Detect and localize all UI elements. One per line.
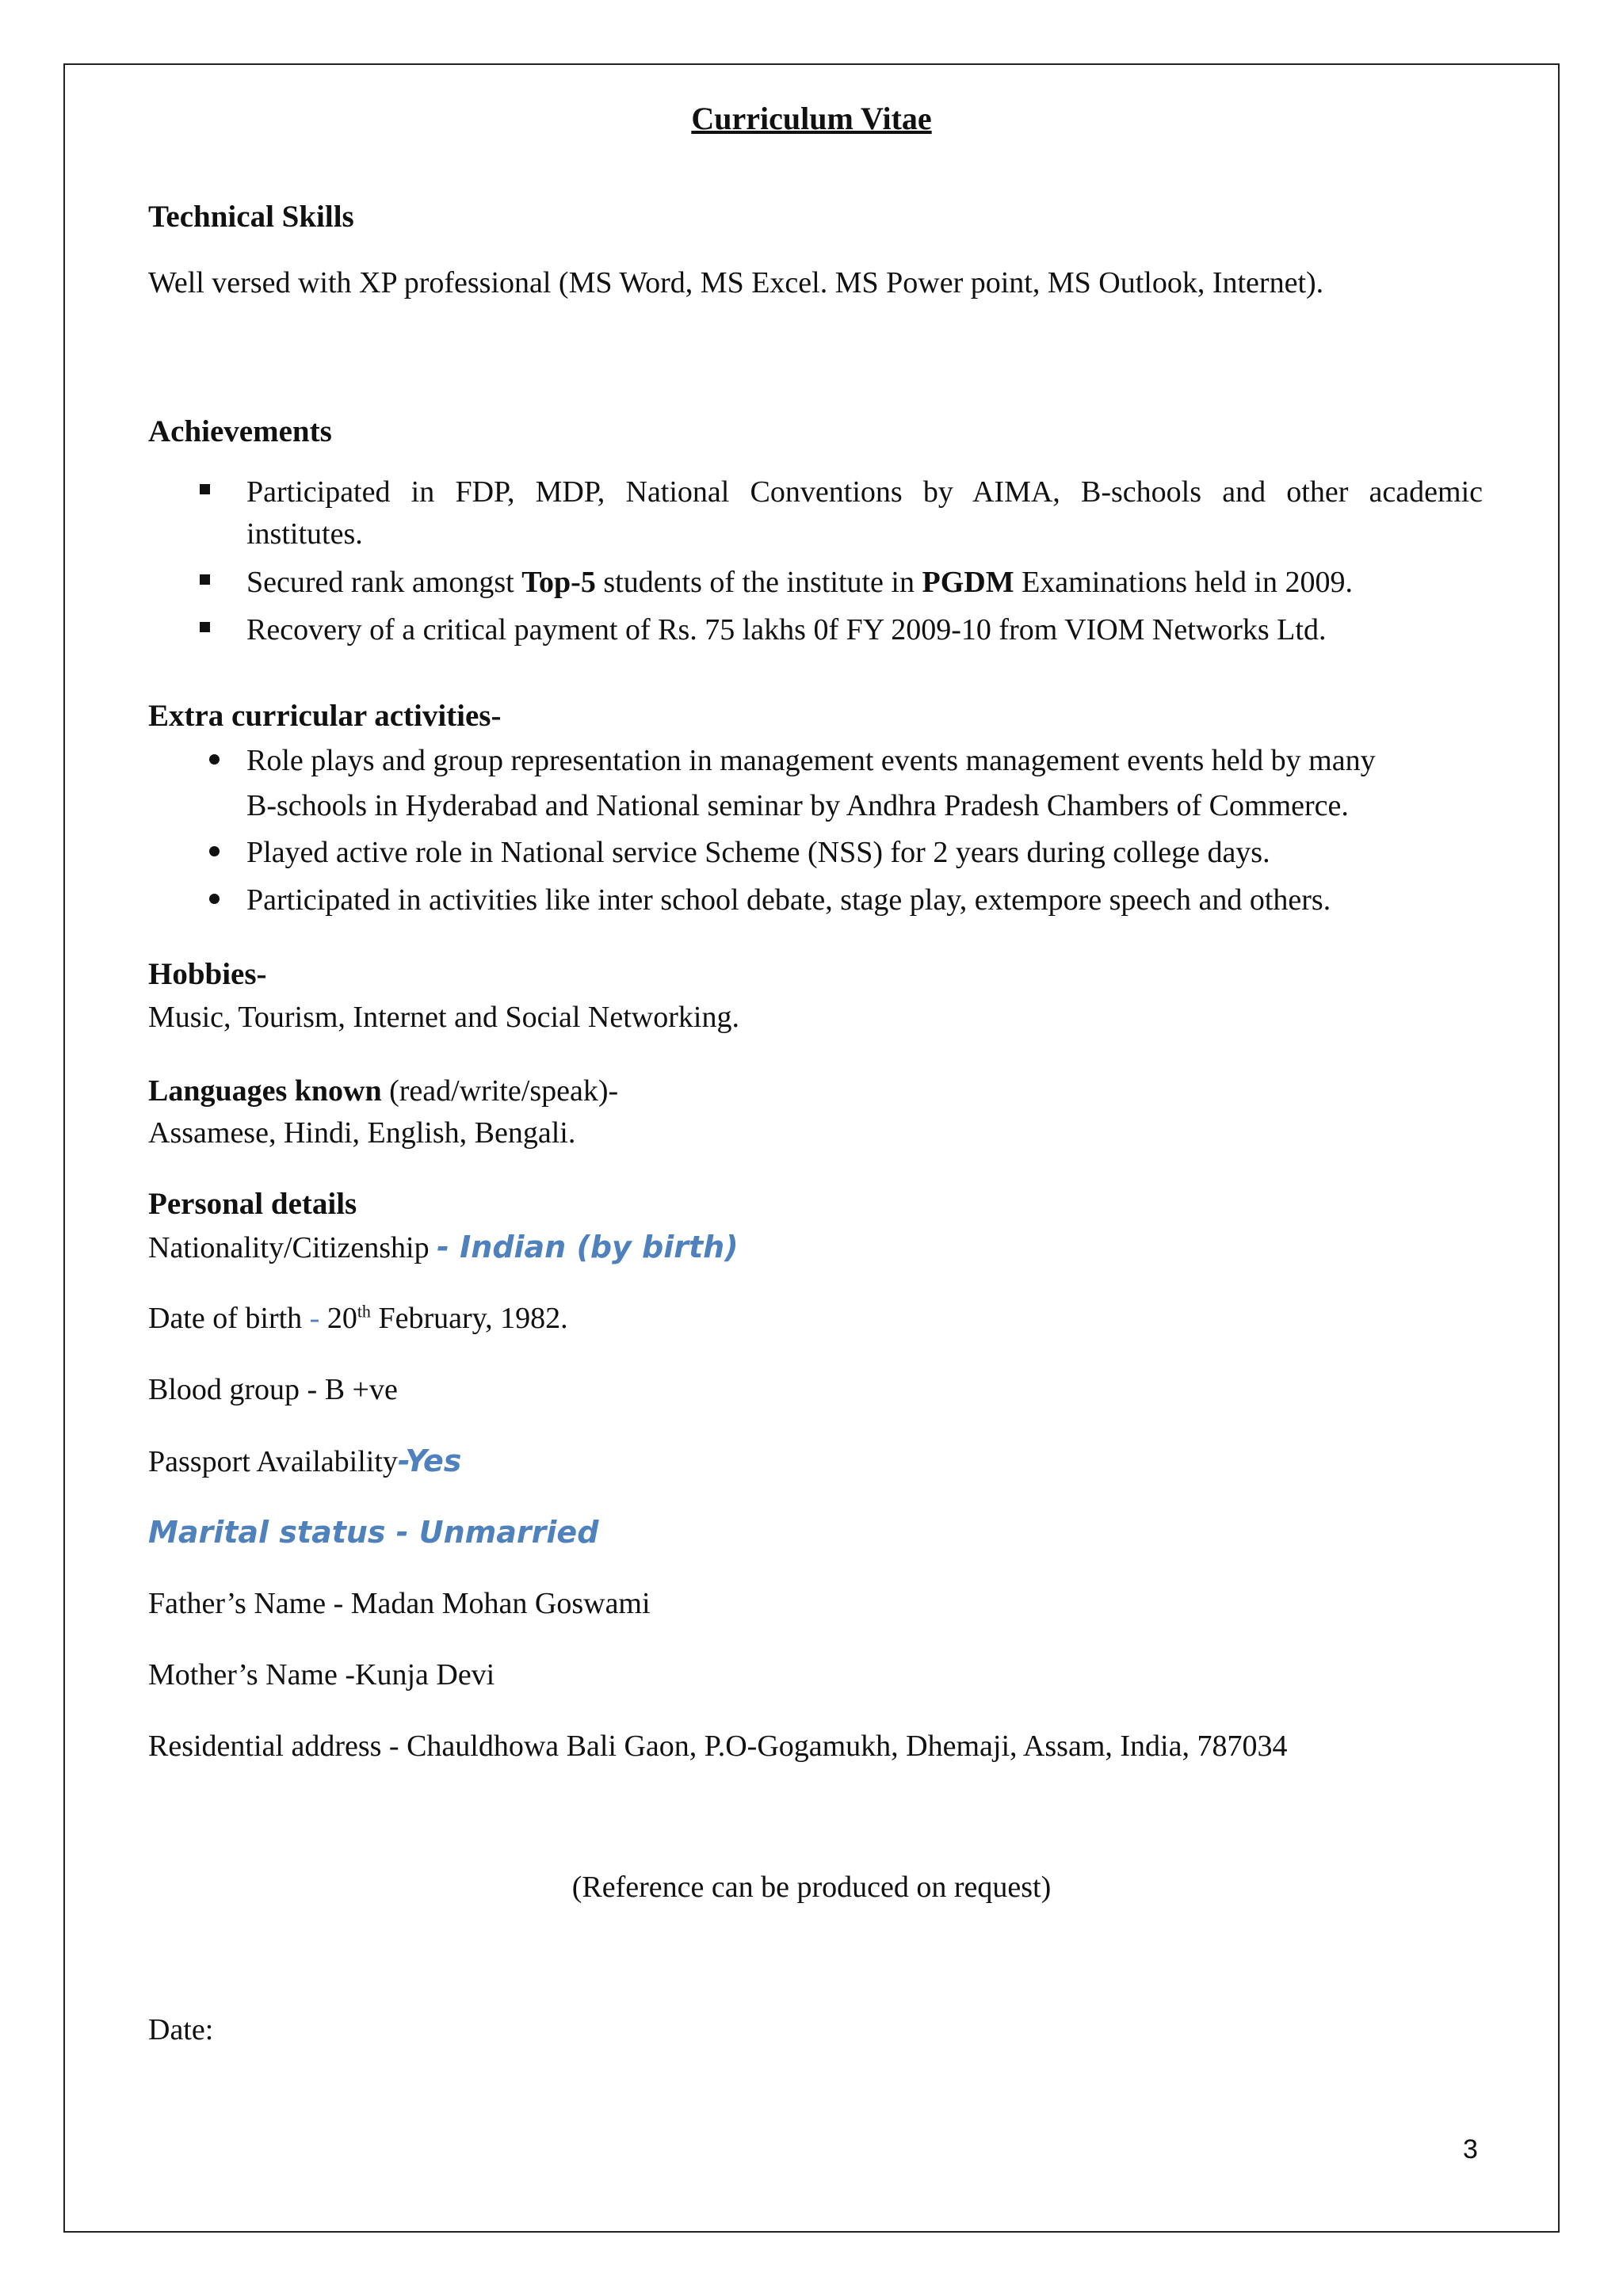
achievement-item-3: Recovery of a critical payment of Rs. 75 lakhs 0f FY 2009-10 from VIOM Networks Ltd. [246,613,1327,646]
nationality-line [148,1228,739,1267]
achievement-item-2 [246,563,1353,601]
achievement-item-2-bold-top5: Top-5 [521,566,596,599]
reference-note: (Reference can be produced on request) [571,1871,1052,1904]
personal-details-heading: Personal details [148,1187,357,1221]
languages-text: Assamese, Hindi, English, Bengali. [148,1116,576,1150]
extra-curricular-heading: Extra curricular activities- [148,699,502,733]
languages-line [148,1072,618,1110]
achievement-item-2-post: Examinations held in 2009. [1014,566,1354,599]
square-bullet-icon [200,574,210,585]
dob-label: Date of birth [148,1302,310,1335]
round-bullet-icon [209,754,220,765]
extra-item-2: Played active role in National service Scheme (NSS) for 2 years during college days. [246,836,1270,869]
page-number: 3 [1463,2134,1478,2164]
round-bullet-icon [209,846,220,856]
dob-day: 20 [319,1302,357,1335]
achievement-item-1-line2: institutes. [246,517,363,551]
extra-item-1-line2: B-schools in Hyderabad and National seminar by Andhra Pradesh Chambers of Commerce. [246,789,1349,822]
document-title: Curriculum Vitae [691,101,932,136]
dob-suffix: th [357,1301,371,1322]
technical-skills-heading: Technical Skills [148,200,354,234]
extra-item-1-line1: Role plays and group representation in management events management events held by many [246,744,1376,777]
achievement-item-2-mid: students of the institute in [595,566,922,599]
extra-item-3: Participated in activities like inter school debate, stage play, extempore speech and others. [246,883,1331,917]
passport-line [148,1442,461,1481]
round-bullet-icon [209,894,220,904]
achievements-heading: Achievements [148,414,332,448]
dob-line [148,1299,568,1337]
father-name: Father’s Name - Madan Mohan Goswami [148,1587,651,1620]
languages-suffix: (read/write/speak)- [381,1074,619,1108]
achievement-item-1-line1: Participated in FDP, MDP, National Conventions by AIMA, B-schools and other academic [246,475,1483,509]
residential-address: Residential address - Chauldhowa Bali Gaon, P.O-Gogamukh, Dhemaji, Assam, India, 787034 [148,1730,1288,1763]
nationality-label: Nationality/Citizenship [148,1231,437,1264]
blood-group: Blood group - B +ve [148,1373,398,1406]
mother-name: Mother’s Name -Kunja Devi [148,1658,495,1691]
achievement-item-2-pre: Secured rank amongst [246,566,522,599]
hobbies-heading: Hobbies- [148,957,267,991]
passport-label: Passport Availability [148,1445,398,1478]
dob-rest: February, 1982. [370,1302,568,1335]
nationality-value: - Indian (by birth) [437,1230,739,1264]
marital-status: Marital status - Unmarried [148,1515,599,1550]
hobbies-text: Music, Tourism, Internet and Social Networking. [148,1001,739,1034]
date-label: Date: [148,2013,214,2046]
languages-heading: Languages known [148,1074,382,1108]
square-bullet-icon [200,622,210,632]
technical-skills-text: Well versed with XP professional (MS Word, MS Excel. MS Power point, MS Outlook, Internet). [148,266,1324,299]
passport-value: -Yes [397,1444,462,1478]
dob-dash: - [309,1302,320,1335]
achievement-item-2-bold-pgdm: PGDM [922,566,1014,599]
square-bullet-icon [200,484,210,494]
